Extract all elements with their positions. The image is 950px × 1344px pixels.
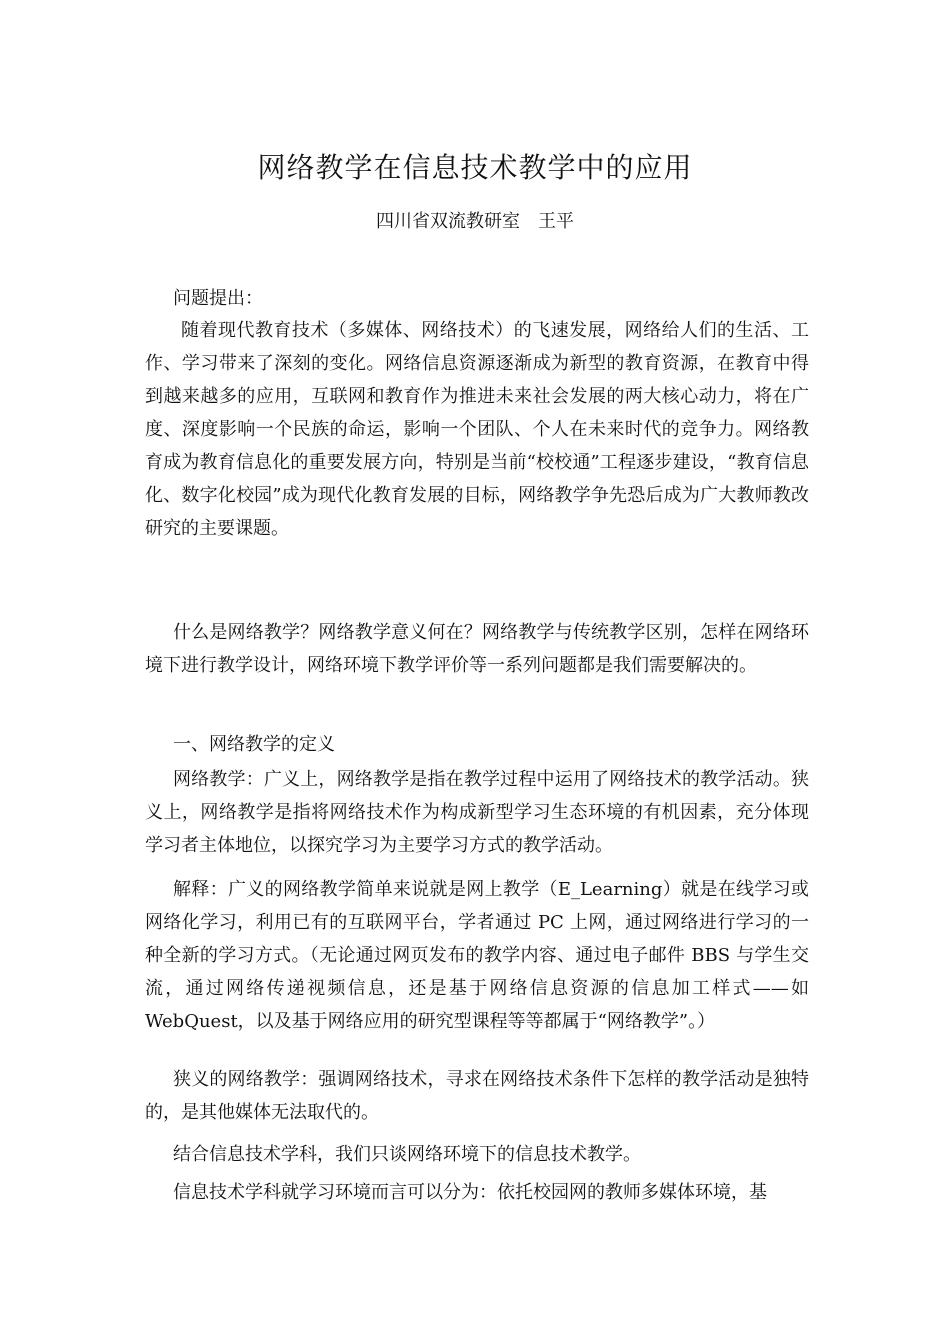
paragraph-explanation: 解释：广义的网络教学简单来说就是网上教学（E_Learning）就是在线学习或网络化学习，利用已有的互联网平台，学者通过 PC 上网，通过网络进行学习的一种全新的学习方式。（无论通过网页发布的教学内容、通过电子邮件 BBS 与学生交流，通过网络传递视频信息，还是基于网络信息资源的信息加工样式——如 WebQuest，以及基于网络应用的研究型课程等等都属于“网络教学”。）	[145, 879, 809, 1032]
paragraph-narrow-definition: 狭义的网络教学：强调网络技术，寻求在网络技术条件下怎样的教学活动是独特的，是其他媒体无法取代的。	[145, 1069, 809, 1123]
section-heading-definition: 一、网络教学的定义	[173, 734, 335, 755]
document-title: 网络教学在信息技术教学中的应用	[257, 151, 693, 184]
paragraph-environment: 信息技术学科就学习环境而言可以分为：依托校园网的教师多媒体环境，基	[173, 1182, 767, 1203]
author-line: 四川省双流教研室 王平	[376, 211, 574, 232]
paragraph-definition: 网络教学：广义上，网络教学是指在教学过程中运用了网络技术的教学活动。狭义上，网络教学是指将网络技术作为构成新型学习生态环境的有机因素，充分体现学习者主体地位，以探究学习为主要学习方式的教学活动。	[145, 769, 809, 856]
paragraph-questions: 什么是网络教学？网络教学意义何在？网络教学与传统教学区别，怎样在网络环境下进行教学设计，网络环境下教学评价等一系列问题都是我们需要解决的。	[145, 622, 809, 676]
section-heading-problem: 问题提出：	[173, 288, 263, 309]
paragraph-scope: 结合信息技术学科，我们只谈网络环境下的信息技术教学。	[173, 1144, 641, 1165]
paragraph-intro: 随着现代教育技术（多媒体、网络技术）的飞速发展，网络给人们的生活、工作、学习带来了深刻的变化。网络信息资源逐渐成为新型的教育资源，在教育中得到越来越多的应用，互联网和教育作为推进未来社会发展的两大核心动力，将在广度、深度影响一个民族的命运，影响一个团队、个人在未来时代的竞争力。网络教育成为教育信息化的重要发展方向，特别是当前“校校通”工程逐步建设，“教育信息化、数字化校园”成为现代化教育发展的目标，网络教学争先恐后成为广大教师教改研究的主要课题。	[145, 320, 809, 539]
